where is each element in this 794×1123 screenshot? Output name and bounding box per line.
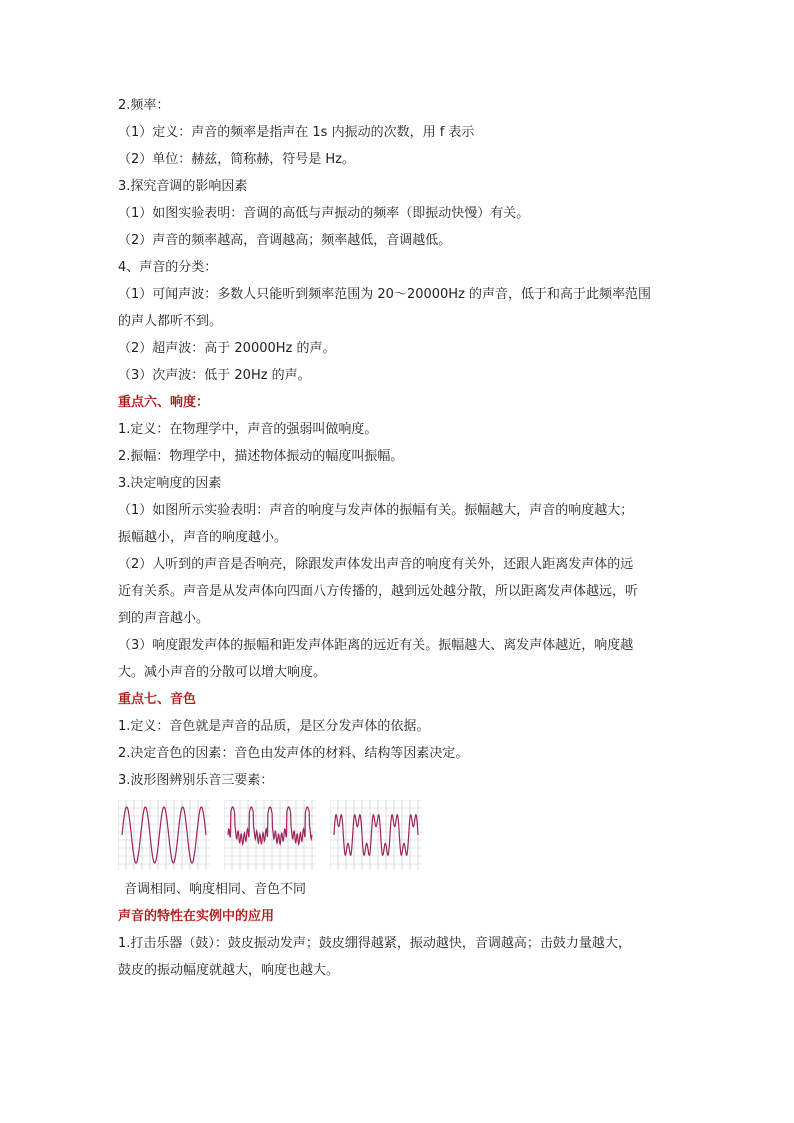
text-line: （3）次声波：低于 20Hz 的声。 [118, 368, 311, 383]
text-line: 3.决定响度的因素 [118, 476, 222, 491]
text-line: （2）声音的频率越高，音调越高；频率越低，音调越低。 [118, 233, 452, 248]
text-line: （1）可闻声波：多数人只能听到频率范围为 20～20000Hz 的声音，低于和高于此频率范围 [118, 287, 652, 302]
text-line: （1）如图实验表明：音调的高低与声振动的频率（即振动快慢）有关。 [118, 206, 530, 221]
text-line: 3.波形图辨别乐音三要素： [118, 773, 274, 788]
text-line: 振幅越小，声音的响度越小。 [118, 530, 288, 545]
text-line: （3）响度跟发声体的振幅和距发声体距离的远近有关。振幅越大、离发声体越近，响度越 [118, 638, 634, 653]
text-line: 2.决定音色的因素：音色由发声体的材料、结构等因素决定。 [118, 746, 469, 761]
section-timbre [118, 713, 678, 794]
text-line: 的声人都听不到。 [118, 314, 223, 329]
text-line: 1.打击乐器（鼓）：鼓皮振动发声；鼓皮绷得越紧，振动越快，音调越高；击鼓力量越大， [118, 936, 631, 951]
text-line: （2）超声波：高于 20000Hz 的声。 [118, 341, 336, 356]
text-line: 1.定义：在物理学中，声音的强弱叫做响度。 [118, 422, 378, 437]
text-line: 1.定义：音色就是声音的品质，是区分发声体的依据。 [118, 719, 430, 734]
section-frequency [118, 92, 678, 389]
text-line: 2.频率： [118, 98, 170, 113]
text-line: 3.探究音调的影响因素 [118, 179, 248, 194]
waveform-complex-b [330, 800, 422, 870]
text-line: （1）定义：声音的频率是指声在 1s 内振动的次数，用 f 表示 [118, 125, 475, 140]
text-line: （2）人听到的声音是否响亮，除跟发声体发出声音的响度有关外，还跟人距离发声体的远 [118, 557, 634, 572]
text-line: （1）如图所示实验表明：声音的响度与发声体的振幅有关。振幅越大，声音的响度越大； [118, 503, 634, 518]
waveform-caption: 音调相同、响度相同、音色不同 [124, 882, 307, 897]
heading-timbre: 重点七、音色 [118, 692, 197, 707]
document-page [118, 92, 678, 984]
text-line: （2）单位：赫兹，简称赫，符号是 Hz。 [118, 152, 356, 167]
section-application [118, 930, 678, 984]
heading-application: 声音的特性在实例中的应用 [118, 909, 275, 924]
text-line: 2.振幅：物理学中，描述物体振动的幅度叫振幅。 [118, 449, 404, 464]
waveform-complex-a [224, 800, 316, 870]
section-loudness [118, 416, 678, 686]
text-line: 鼓皮的振动幅度就越大，响度也越大。 [118, 963, 340, 978]
waveform-figure [118, 800, 678, 870]
text-line: 4、声音的分类： [118, 260, 218, 275]
heading-loudness: 重点六、响度： [118, 395, 210, 410]
text-line: 大。减小声音的分散可以增大响度。 [118, 665, 327, 680]
waveform-sine [118, 800, 210, 870]
text-line: 近有关系。声音是从发声体向四面八方传播的，越到远处越分散，所以距离发声体越远，听 [118, 584, 639, 599]
text-line: 到的声音越小。 [118, 611, 210, 626]
